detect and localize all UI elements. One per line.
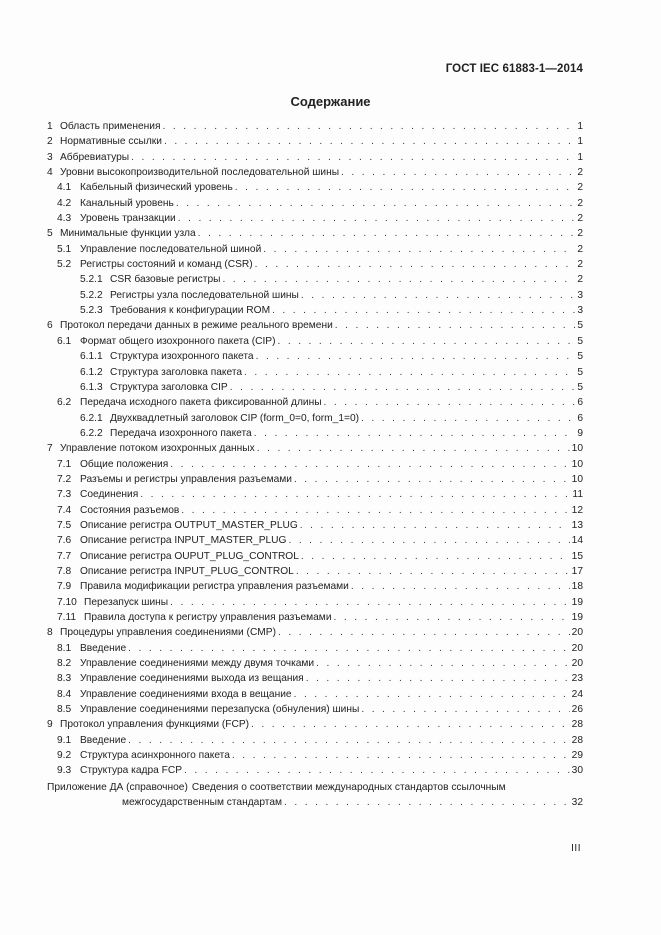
appendix-body: [188, 780, 583, 795]
toc-entry-title: Введение: [80, 642, 127, 654]
toc-entry-number: 1: [47, 121, 53, 132]
toc-entry-page: 26: [571, 704, 583, 716]
toc-entry[interactable]: [47, 656, 583, 671]
toc-entry-title: Структура кадра FCP: [80, 765, 182, 777]
toc-entry-number: 7.8: [57, 565, 72, 577]
toc-entry-number: 9.1: [57, 734, 72, 746]
toc-entry[interactable]: [47, 211, 583, 226]
dot-leader: [235, 180, 575, 195]
toc-entry[interactable]: [47, 518, 583, 533]
toc-entry[interactable]: [47, 196, 583, 211]
dot-leader: [255, 257, 575, 272]
toc-entry-number: 7.5: [57, 519, 72, 531]
toc-entry-title: Описание регистра OUTPUT_MASTER_PLUG: [80, 519, 298, 531]
toc-entry-number: 6.1.3: [80, 381, 103, 393]
toc-entry-number: 7.9: [57, 581, 72, 593]
toc-entry-title: Управление соединениями выхода из вещания: [80, 673, 304, 685]
appendix-title-line2: межгосударственным стандартам: [122, 796, 282, 808]
toc-entry[interactable]: [47, 763, 583, 778]
toc-entry[interactable]: [47, 457, 583, 472]
toc-entry[interactable]: [47, 549, 583, 564]
toc-entry-number: 5.1: [57, 243, 72, 255]
dot-leader: [278, 625, 570, 640]
toc-entry-page: 18: [571, 581, 583, 593]
toc-entry-number: 7.1: [57, 458, 72, 470]
toc-entry-number: 5.2.1: [80, 274, 103, 286]
toc-entry-number: 7.4: [57, 504, 72, 516]
toc-entry-title: Нормативные ссылки: [60, 136, 162, 148]
toc-entry-page: 2: [577, 274, 583, 286]
toc-entry[interactable]: [47, 426, 583, 441]
toc-entry[interactable]: [47, 180, 583, 195]
appendix-label: Приложение ДА (справочное): [47, 781, 188, 793]
toc-entry-number: 6.1.1: [80, 351, 103, 363]
dot-leader: [296, 564, 570, 579]
toc-entry[interactable]: [47, 671, 583, 686]
toc-entry[interactable]: [47, 487, 583, 502]
toc-entry[interactable]: [47, 579, 583, 594]
toc-entry-page: 15: [571, 550, 583, 562]
dot-leader: [178, 211, 575, 226]
toc-entry-page: 5: [577, 335, 583, 347]
dot-leader: [170, 595, 570, 610]
toc-entry[interactable]: [47, 318, 583, 333]
toc-entry-page: 5: [577, 351, 583, 363]
dot-leader: [294, 687, 570, 702]
toc-entry[interactable]: [47, 134, 583, 149]
dot-leader: [140, 487, 570, 502]
dot-leader: [272, 303, 575, 318]
toc-entry-number: 8.5: [57, 704, 72, 716]
toc-entry-title: Введение: [80, 734, 127, 746]
toc-entry[interactable]: [47, 272, 583, 287]
toc-entry-page: 5: [577, 320, 583, 332]
toc-entry-title: Структура заголовка пакета: [110, 366, 243, 378]
toc-entry[interactable]: [47, 641, 583, 656]
dot-leader: [301, 549, 570, 564]
appendix-title-line2-row: [47, 795, 583, 810]
toc-entry-page: 9: [577, 427, 583, 439]
toc-entry-page: 28: [571, 719, 583, 731]
toc-entry-page: 2: [577, 197, 583, 209]
dot-leader: [128, 733, 570, 748]
toc-entry-number: 9: [47, 719, 53, 731]
toc-entry-number: 6.1: [57, 335, 72, 347]
toc-entry-number: 8.4: [57, 688, 72, 700]
dot-leader: [316, 656, 570, 671]
toc-entry-number: 5.2: [57, 259, 72, 271]
toc-entry[interactable]: [47, 411, 583, 426]
toc-entry-title: Правила модификации регистра управления разъемами: [80, 581, 349, 593]
toc-entry-number: 4.1: [57, 182, 72, 194]
toc-entry-title: Правила доступа к регистру управления разъемами: [84, 612, 332, 623]
toc-entry-title: Процедуры управления соединениями (CMP): [60, 627, 276, 639]
toc-entry[interactable]: [47, 288, 583, 303]
toc-entry-number: 6.2.2: [80, 427, 103, 439]
toc-entry-page: 2: [577, 243, 583, 255]
dot-leader: [254, 426, 575, 441]
toc-entry-page: 11: [572, 489, 583, 501]
appendix-title-line1: Сведения о соответствии международных стандартов ссылочным: [191, 781, 506, 793]
toc-entry[interactable]: [47, 702, 583, 717]
dot-leader: [162, 119, 575, 134]
toc-entry-number: 4: [47, 167, 53, 179]
toc-entry-title: Состояния разъемов: [80, 504, 180, 516]
toc-entry[interactable]: [47, 595, 583, 610]
toc-entry-title: Двухквадлетный заголовок CIP (form_0=0, form_1=0): [110, 412, 360, 424]
dot-leader: [288, 533, 569, 548]
toc-entry[interactable]: [47, 733, 583, 748]
toc-entry[interactable]: [47, 349, 583, 364]
toc-entry-page: 29: [571, 750, 583, 762]
dot-leader: [251, 717, 570, 732]
toc-entry[interactable]: [47, 365, 583, 380]
toc-entry-number: 5: [47, 228, 53, 240]
toc-entry-page: 14: [571, 535, 583, 547]
dot-leader: [306, 671, 570, 686]
dot-leader: [257, 441, 570, 456]
toc-entry-title: Описание регистра INPUT_PLUG_CONTROL: [80, 565, 294, 577]
toc-entry-page: 24: [571, 688, 583, 700]
toc-entry[interactable]: [47, 226, 583, 241]
toc-entry-title: Передача изохронного пакета: [110, 427, 252, 439]
toc-entry-title: Управление соединениями между двумя точками: [80, 658, 315, 670]
toc-entry-page: 2: [577, 167, 583, 179]
toc-entry[interactable]: [47, 334, 583, 349]
dot-leader: [176, 196, 575, 211]
dot-leader: [244, 365, 575, 380]
toc-entry[interactable]: [47, 150, 583, 165]
dot-leader: [256, 349, 575, 364]
toc-entry-page: 30: [571, 765, 583, 777]
toc-entry-title: Перезапуск шины: [84, 596, 169, 608]
toc-entry-title: Область применения: [60, 121, 161, 132]
toc-entry-page: 2: [577, 228, 583, 240]
toc-entry-title: Формат общего изохронного пакета (CIP): [80, 335, 276, 347]
toc-entry-number: 4.3: [57, 213, 72, 225]
toc-entry[interactable]: [47, 165, 583, 180]
toc-entry-number: 6.2: [57, 397, 72, 409]
toc-entry-page: 10: [571, 458, 583, 470]
toc-entry-title: Минимальные функции узла: [60, 228, 196, 240]
toc-entry-number: 8.1: [57, 642, 72, 654]
toc-entry-page: 6: [577, 397, 583, 409]
toc-entry[interactable]: [47, 625, 583, 640]
toc-entry-title: Структура изохронного пакета: [110, 351, 254, 363]
dot-leader: [324, 395, 575, 410]
toc-entry-page: 2: [577, 213, 583, 225]
toc-entry-page: 20: [571, 627, 583, 639]
dot-leader: [263, 242, 575, 257]
toc-entry-page: 5: [577, 366, 583, 378]
toc-entry[interactable]: [47, 717, 583, 732]
toc-entry-page: 2: [577, 182, 583, 194]
dot-leader: [361, 702, 569, 717]
toc-entry[interactable]: [47, 503, 583, 518]
toc-entry-title: Протокол передачи данных в режиме реального времени: [60, 320, 333, 332]
page-number: III: [571, 843, 581, 854]
toc-entry-title: Канальный уровень: [80, 197, 174, 209]
toc-entry-number: 2: [47, 136, 53, 148]
dot-leader: [184, 763, 570, 778]
toc-entry-page: 20: [571, 658, 583, 670]
toc-entry-page: 20: [571, 642, 583, 654]
toc-entry-number: 8.2: [57, 658, 72, 670]
toc-entry[interactable]: [47, 533, 583, 548]
toc-entry-number: 8: [47, 627, 53, 639]
toc-entry[interactable]: [47, 257, 583, 272]
toc-entry-page: 6: [577, 412, 583, 424]
toc-entry[interactable]: [47, 441, 583, 456]
toc-entry[interactable]: [47, 564, 583, 579]
dot-leader: [301, 288, 575, 303]
toc-entry[interactable]: [47, 395, 583, 410]
toc-entry-number: 3: [47, 151, 53, 163]
toc-entry-page: 2: [577, 259, 583, 271]
toc-entry-page: 3: [577, 289, 583, 301]
toc-entry-page: 23: [571, 673, 583, 685]
toc-entry-title: Управление соединениями перезапуска (обнуления) шины: [80, 704, 360, 716]
dot-leader: [181, 503, 569, 518]
toc-entry-number: 5.2.3: [80, 305, 103, 317]
toc-entry-number: 7.7: [57, 550, 72, 562]
toc-entry-title: Описание регистра OUPUT_PLUG_CONTROL: [80, 550, 299, 562]
toc-entry-title: Общие положения: [80, 458, 169, 470]
toc-entry-title: Требования к конфигурации ROM: [110, 305, 271, 317]
toc-entry-title: Уровень транзакции: [80, 213, 176, 225]
toc-entry-page: 13: [571, 519, 583, 531]
toc-entry-title: Регистры состояний и команд (CSR): [80, 259, 253, 271]
toc-entry-title: Протокол управления функциями (FCP): [60, 719, 250, 731]
toc-entry-number: 7.2: [57, 473, 72, 485]
toc-entry-title: Передача исходного пакета фиксированной длины: [80, 397, 322, 409]
toc-entry-page: 19: [571, 596, 583, 608]
dot-leader: [277, 334, 575, 349]
toc-entry-number: 6: [47, 320, 53, 332]
toc-entry-title: Структура асинхронного пакета: [80, 750, 230, 762]
toc-entry-title: Управление потоком изохронных данных: [60, 443, 255, 455]
toc-entry[interactable]: [47, 472, 583, 487]
toc-entry[interactable]: [47, 687, 583, 702]
toc-entry-page: 1: [577, 136, 583, 148]
toc-entry[interactable]: [47, 303, 583, 318]
dot-leader: [284, 795, 570, 810]
dot-leader: [341, 165, 575, 180]
dot-leader: [164, 134, 575, 149]
toc-entry-number: 7.3: [57, 489, 72, 501]
toc-entry-number: 7.10: [57, 596, 77, 608]
toc-entry-number: 7.6: [57, 535, 72, 547]
toc-entry-title: Структура заголовка CIP: [110, 381, 228, 393]
toc-entry-number: 6.2.1: [80, 412, 103, 424]
toc-entry-number: 9.3: [57, 765, 72, 777]
standard-designation: ГОСТ IEC 61883-1—2014: [445, 63, 583, 75]
toc-entry-page: 17: [571, 565, 583, 577]
toc-entry-title: Уровни высокопроизводительной последовательной шины: [60, 167, 340, 179]
toc-entry-page: 28: [571, 734, 583, 746]
toc-entry-page: 5: [577, 381, 583, 393]
toc-entry[interactable]: [47, 119, 583, 134]
toc-entry-number: 7.11: [57, 612, 77, 623]
toc-entry-number: 7: [47, 443, 53, 455]
toc-entry-title: CSR базовые регистры: [110, 274, 221, 286]
toc-entry-page: 12: [571, 504, 583, 516]
toc-entry-title: Управление соединениями входа в вещание: [80, 688, 292, 700]
toc-entry[interactable]: [47, 748, 583, 763]
dot-leader: [294, 472, 570, 487]
dot-leader: [335, 318, 575, 333]
toc-entry-number: 6.1.2: [80, 366, 103, 378]
toc-entry-title: Описание регистра INPUT_MASTER_PLUG: [80, 535, 287, 547]
toc-entry-number: 5.2.2: [80, 289, 103, 301]
toc-entry-number: 4.2: [57, 197, 72, 209]
table-of-contents: [47, 119, 583, 810]
dot-leader: [334, 610, 570, 625]
toc-entry-title: Разъемы и регистры управления разъемами: [80, 473, 292, 485]
toc-entry-title: Кабельный физический уровень: [80, 182, 233, 194]
page-title: Содержание: [290, 94, 371, 109]
dot-leader: [232, 748, 570, 763]
toc-entry-page: 19: [571, 612, 583, 623]
dot-leader: [198, 226, 575, 241]
dot-leader: [300, 518, 570, 533]
dot-leader: [170, 457, 569, 472]
dot-leader: [131, 150, 575, 165]
toc-entry-title: Соединения: [80, 489, 139, 501]
toc-entry-number: 8.3: [57, 673, 72, 685]
appendix-page: 32: [571, 796, 583, 808]
toc-entry-page: 3: [577, 305, 583, 317]
toc-entry-page: 10: [571, 473, 583, 485]
toc-entry-page: 1: [577, 151, 583, 163]
dot-leader: [351, 579, 570, 594]
toc-entry[interactable]: [47, 610, 583, 625]
dot-leader: [222, 272, 575, 287]
toc-entry[interactable]: [47, 380, 583, 395]
toc-entry[interactable]: [47, 242, 583, 257]
toc-entry-title: Аббревиатуры: [60, 151, 130, 163]
dot-leader: [230, 380, 575, 395]
toc-entry-appendix[interactable]: [47, 780, 583, 795]
toc-entry-title: Регистры узла последовательной шины: [110, 289, 299, 301]
dot-leader: [361, 411, 575, 426]
toc-entry-number: 9.2: [57, 750, 72, 762]
toc-entry-title: Управление последовательной шиной: [80, 243, 262, 255]
dot-leader: [128, 641, 570, 656]
toc-entry-page: 10: [571, 443, 583, 455]
toc-entry-page: 1: [577, 121, 583, 132]
